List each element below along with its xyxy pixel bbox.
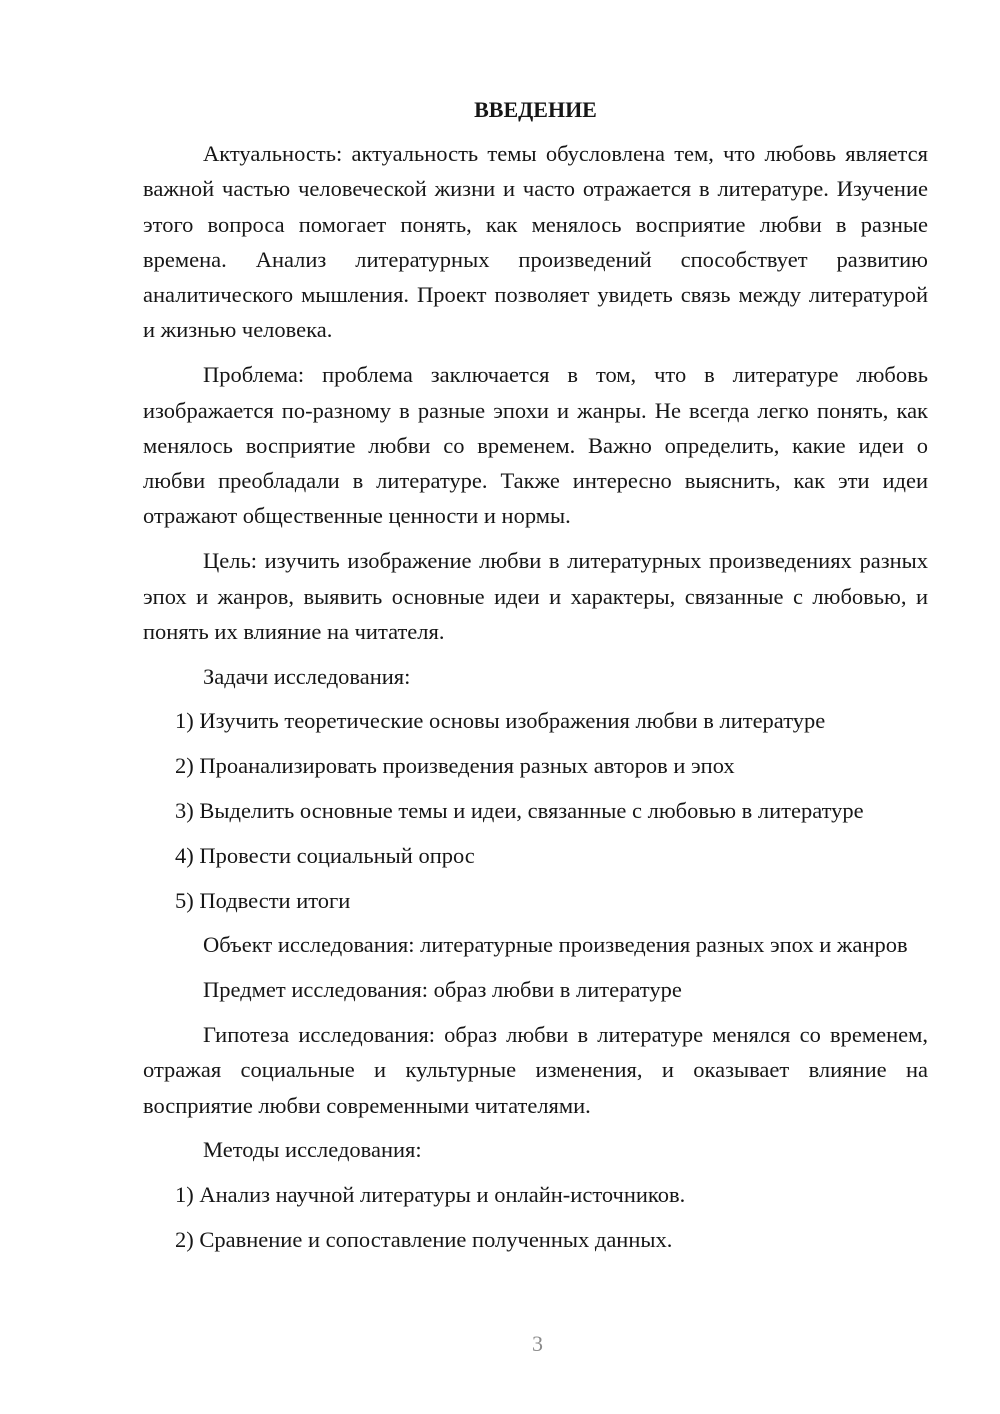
object-paragraph: Объект исследования: литературные произведения разных эпох и жанров [203,932,908,958]
goal-paragraph: Цель: изучить изображение любви в литературных произведениях разных эпох и жанров, выявить основные идеи и характеры, связанные с любовью, и понять их влияние на читателя. [143,548,928,644]
page-content [143,92,928,1267]
method-item: 2) Сравнение и сопоставление полученных данных. [175,1227,673,1253]
task-item: 4) Провести социальный опрос [175,842,475,868]
hypothesis-paragraph: Гипотеза исследования: образ любви в литературе менялся со временем, отражая социальные и культурные изменения, и оказывает влияние на восприятие любви современными читателями. [143,1022,928,1118]
methods-label: Методы исследования: [203,1137,422,1163]
task-item: 2) Проанализировать произведения разных авторов и эпох [175,753,735,779]
problem-paragraph: Проблема: проблема заключается в том, что в литературе любовь изображается по-разному в разные эпохи и жанры. Не всегда легко понять, как менялось восприятие любви со временем. Важно определить, какие идеи о любви преобладали в литературе. Также интересно выяснить, как эти идеи отражают общественные ценности и нормы. [143,362,928,529]
subject-paragraph: Предмет исследования: образ любви в литературе [203,977,682,1003]
tasks-list [143,703,928,917]
task-item: 3) Выделить основные темы и идеи, связанные с любовью в литературе [175,798,864,824]
page-number: 3 [532,1331,543,1356]
method-item: 1) Анализ научной литературы и онлайн-источников. [175,1182,686,1208]
section-heading: ВВЕДЕНИЕ [474,97,597,122]
methods-list [143,1177,928,1257]
relevance-paragraph: Актуальность: актуальность темы обусловлена тем, что любовь является важной частью человеческой жизни и часто отражается в литературе. Изучение этого вопроса помогает понять, как менялось восприятие любви в разные времена. Анализ литературных произведений способствует развитию аналитического мышления. Проект позволяет увидеть связь между литературой и жизнью человека. [143,141,928,343]
task-item: 1) Изучить теоретические основы изображения любви в литературе [175,708,826,734]
task-item: 5) Подвести итоги [175,887,351,913]
tasks-label: Задачи исследования: [203,663,411,689]
